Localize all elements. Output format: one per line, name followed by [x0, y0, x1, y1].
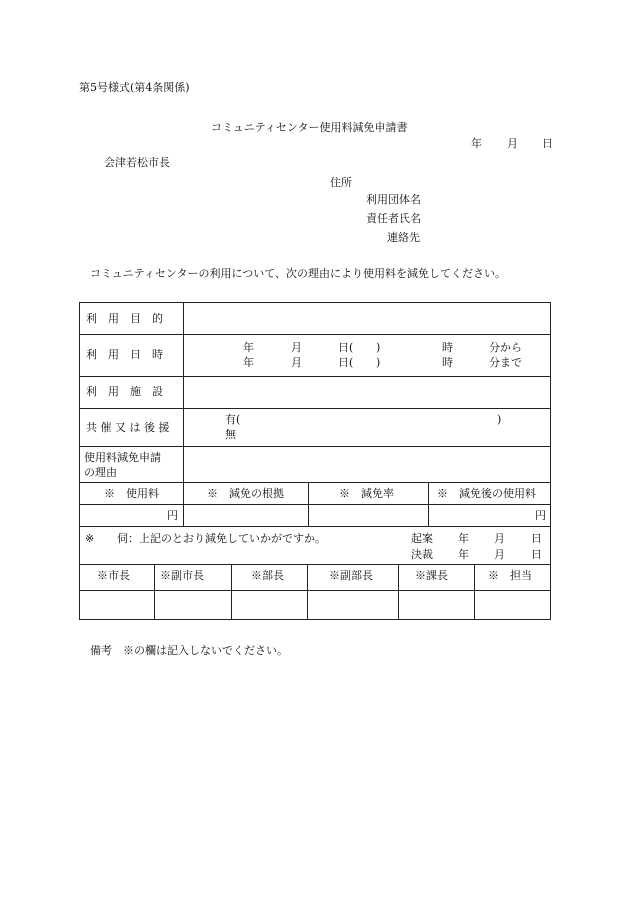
date-month-label: 月: [507, 137, 518, 150]
date-year-label: 年: [471, 137, 482, 150]
reason-label-line2: の理由: [84, 466, 117, 479]
purpose-label: 利 用 目 的: [86, 312, 163, 325]
draft-day-label: 日: [531, 532, 542, 545]
column-divider: [183, 483, 184, 527]
fee-yen-label: 円: [167, 509, 178, 522]
facility-label: 利 用 施 設: [86, 385, 163, 398]
signature-header-director: ※部長: [251, 569, 284, 582]
signature-header-staff: ※ 担当: [488, 569, 532, 582]
approval-inquiry: 伺：上記のとおり減免していかがですか。: [117, 532, 326, 545]
signature-header-vice-mayor: ※副市長: [160, 569, 204, 582]
signature-table: [79, 565, 551, 620]
fee-header: ※ 減免率: [339, 487, 394, 500]
decision-label: 決裁: [411, 548, 433, 561]
row-divider: [79, 590, 551, 591]
from-month-label: 月: [291, 341, 302, 354]
decision-month-label: 月: [494, 548, 505, 561]
cosponsor-no-label: 無: [225, 428, 236, 441]
applicant-group-label: 利用団体名: [366, 193, 421, 206]
from-paren-close: ): [376, 341, 381, 354]
reduced-fee-yen-label: 円: [535, 509, 546, 522]
fee-header: ※ 使用料: [104, 487, 159, 500]
column-divider: [183, 302, 184, 483]
addressee: 会津若松市長: [104, 156, 170, 169]
from-minute-label: 分から: [489, 341, 522, 354]
row-divider: [79, 376, 551, 377]
to-hour-label: 時: [442, 356, 453, 369]
column-divider: [398, 565, 399, 620]
row-divider: [79, 408, 551, 409]
draft-month-label: 月: [494, 532, 505, 545]
signature-header-section-chief: ※課長: [415, 569, 448, 582]
to-paren-close: ): [376, 356, 381, 369]
row-divider: [79, 446, 551, 447]
date-day-label: 日: [542, 137, 553, 150]
column-divider: [308, 483, 309, 527]
note: 備考 ※の欄は記入しないでください。: [90, 644, 288, 657]
applicant-contact-label: 連絡先: [387, 231, 420, 244]
draft-year-label: 年: [458, 532, 469, 545]
form-number: 第5号様式(第4条関係): [79, 81, 190, 94]
signature-header-deputy-director: ※副部長: [329, 569, 373, 582]
applicant-representative-label: 責任者氏名: [366, 212, 421, 225]
to-minute-label: 分まで: [489, 356, 522, 369]
column-divider: [428, 483, 429, 527]
signature-header-mayor: ※市長: [97, 569, 130, 582]
intro-text: コミュニティセンターの利用について、次の理由により使用料を減免してください。: [90, 267, 507, 280]
from-hour-label: 時: [442, 341, 453, 354]
draft-label: 起案: [411, 532, 433, 545]
from-year-label: 年: [243, 341, 254, 354]
fee-header: ※ 減免後の使用料: [437, 487, 536, 500]
cosponsor-yes-close: ): [497, 413, 502, 426]
cosponsor-yes-label: 有(: [225, 413, 241, 426]
to-month-label: 月: [291, 356, 302, 369]
approval-mark: ※: [85, 532, 95, 545]
applicant-address-label: 住所: [330, 176, 352, 189]
row-divider: [79, 334, 551, 335]
cosponsor-label: 共 催 又 は 後 援: [86, 421, 170, 434]
to-year-label: 年: [243, 356, 254, 369]
from-day-label: 日(: [338, 341, 354, 354]
to-day-label: 日(: [338, 356, 354, 369]
reason-label-line1: 使用料減免申請: [84, 451, 161, 464]
column-divider: [474, 565, 475, 620]
column-divider: [154, 565, 155, 620]
column-divider: [307, 565, 308, 620]
row-divider: [79, 504, 551, 505]
page-title: コミュニティセンター使用料減免申請書: [211, 121, 408, 134]
fee-header: ※ 減免の根拠: [207, 487, 284, 500]
datetime-label: 利 用 日 時: [86, 348, 163, 361]
column-divider: [231, 565, 232, 620]
decision-day-label: 日: [531, 548, 542, 561]
decision-year-label: 年: [458, 548, 469, 561]
